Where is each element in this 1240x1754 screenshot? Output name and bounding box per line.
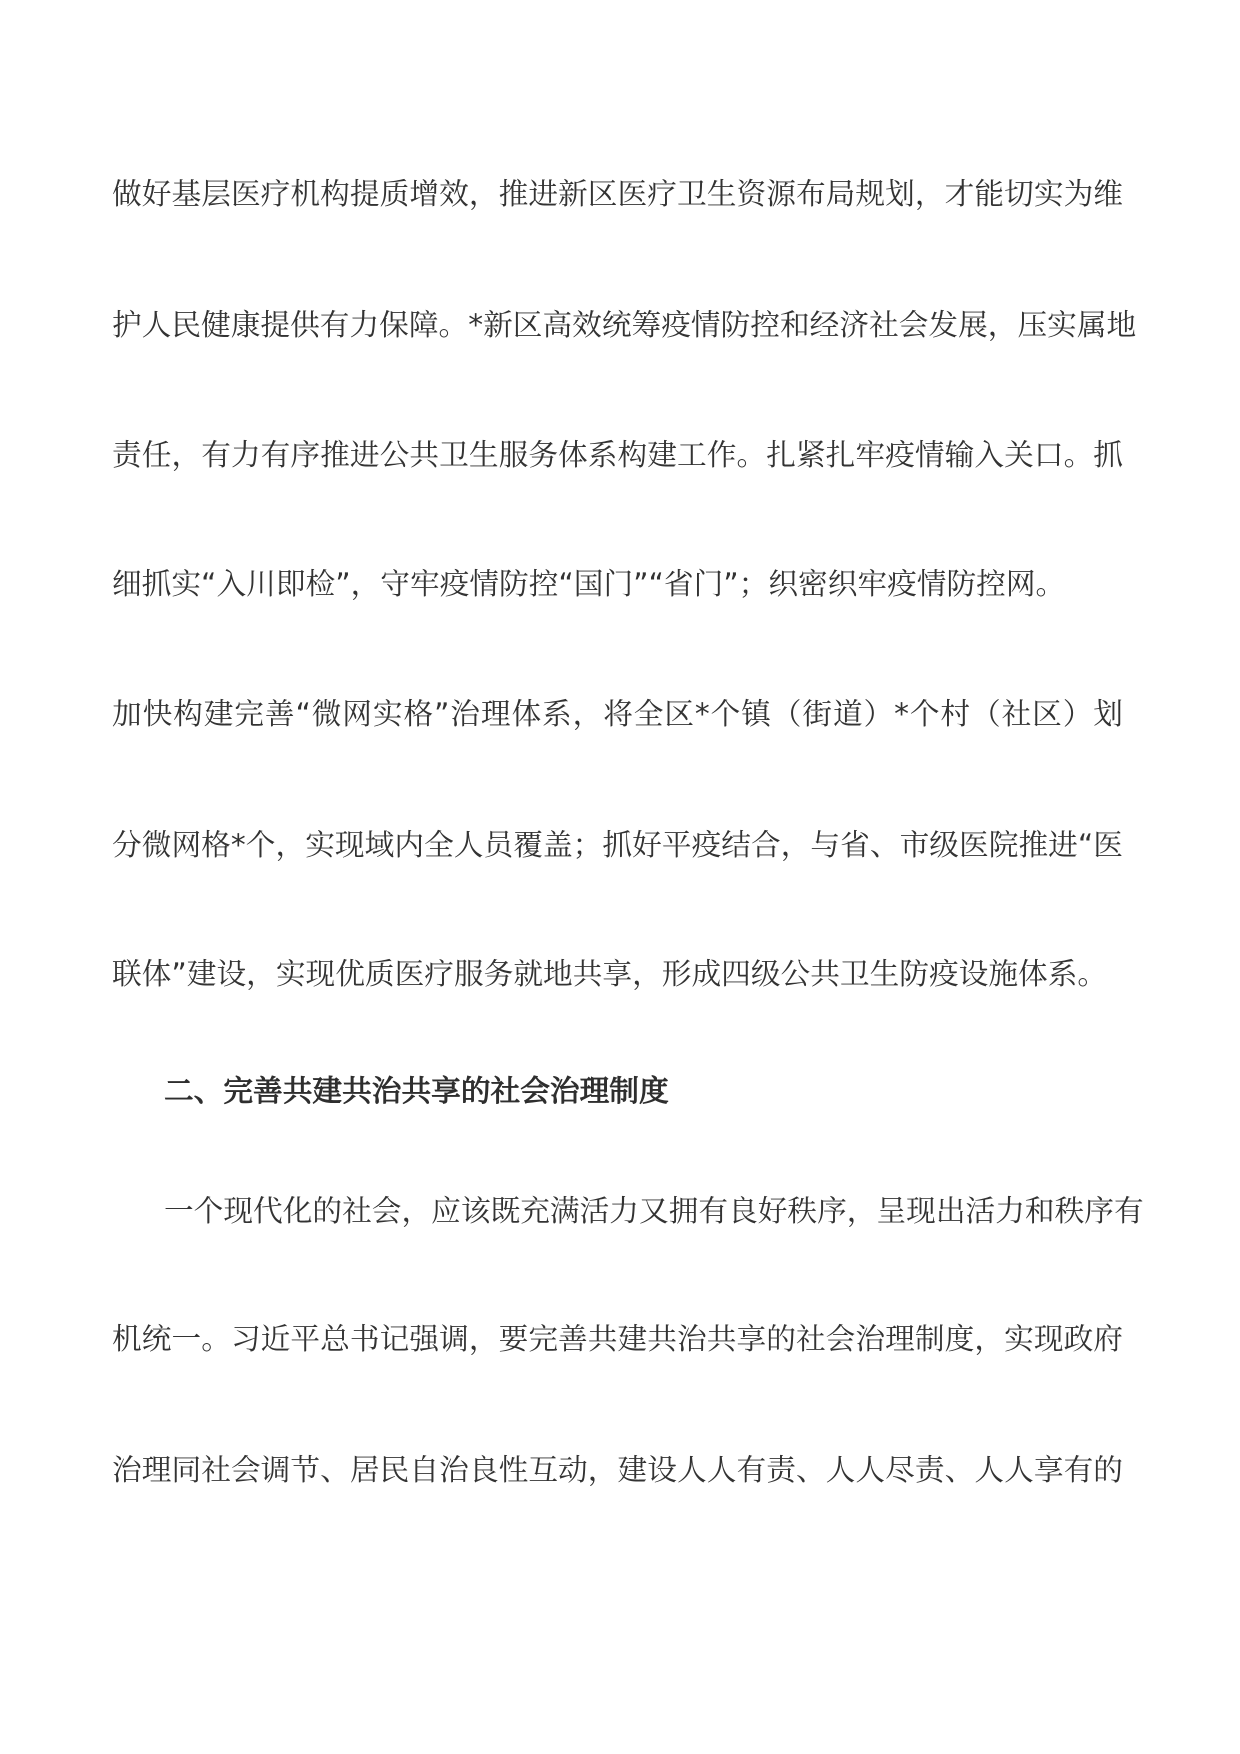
paragraph-line: 一个现代化的社会，应该既充满活力又拥有良好秩序，呈现出活力和秩序有 bbox=[164, 1194, 1144, 1229]
section-heading: 二、完善共建共治共享的社会治理制度 bbox=[164, 1074, 669, 1109]
paragraph-line: 细抓实“入川即检”，守牢疫情防控“国门”“省门”；织密织牢疫情防控网。 bbox=[112, 567, 1066, 602]
paragraph-line: 治理同社会调节、居民自治良性互动，建设人人有责、人人尽责、人人享有的 bbox=[112, 1453, 1123, 1488]
paragraph-line: 护人民健康提供有力保障。*新区高效统筹疫情防控和经济社会发展，压实属地 bbox=[112, 308, 1137, 343]
paragraph-line: 加快构建完善“微网实格”治理体系，将全区*个镇（街道）*个村（社区）划 bbox=[112, 697, 1123, 732]
paragraph-line: 机统一。习近平总书记强调，要完善共建共治共享的社会治理制度，实现政府 bbox=[112, 1322, 1123, 1357]
paragraph-line: 联体”建设，实现优质医疗服务就地共享，形成四级公共卫生防疫设施体系。 bbox=[112, 957, 1108, 992]
paragraph-line: 责任，有力有序推进公共卫生服务体系构建工作。扎紧扎牢疫情输入关口。抓 bbox=[112, 438, 1123, 473]
paragraph-line: 做好基层医疗机构提质增效，推进新区医疗卫生资源布局规划，才能切实为维 bbox=[112, 177, 1123, 212]
paragraph-line: 分微网格*个，实现域内全人员覆盖；抓好平疫结合，与省、市级医院推进“医 bbox=[112, 828, 1123, 863]
